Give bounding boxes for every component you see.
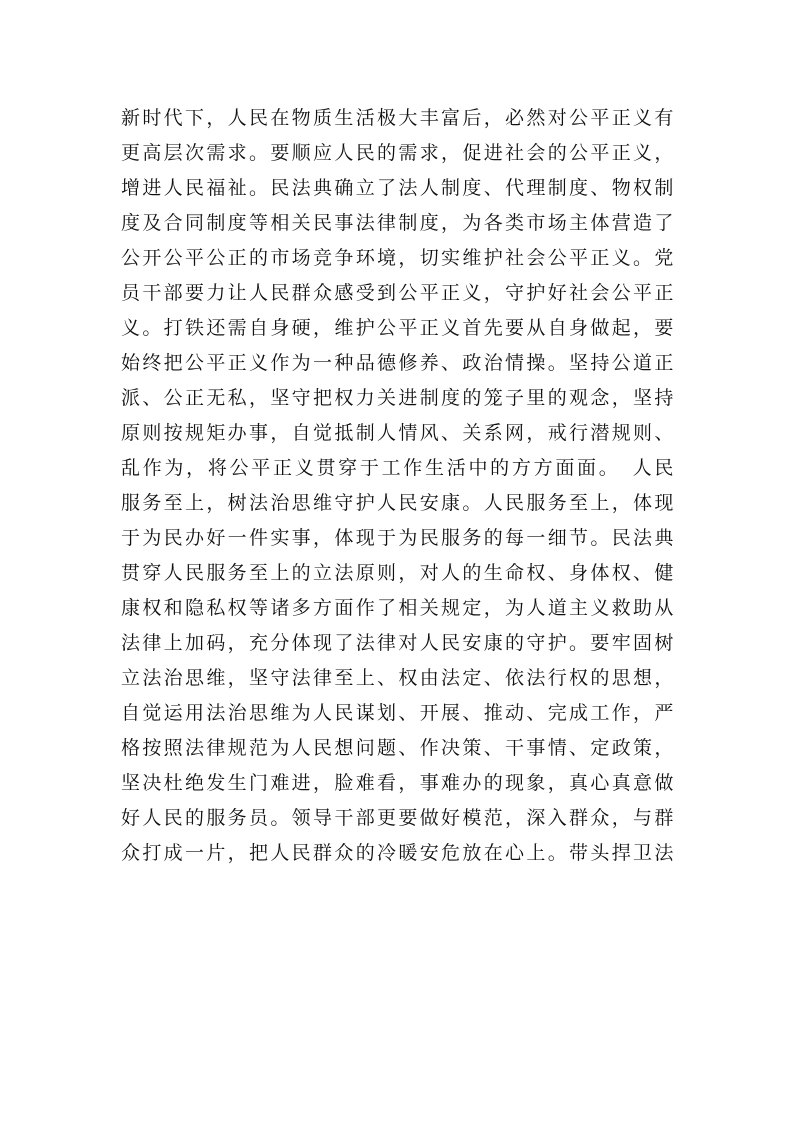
- text-line-4: 度及合同制度等相关民事法律制度，为各类市场主体营造了: [121, 212, 674, 234]
- text-line-22: 众打成一片，把人民群众的冷暖安危放在心上。带头捍卫法: [121, 842, 674, 864]
- text-line-10: 原则按规矩办事，自觉抵制人情风、关系网，戒行潜规则、: [121, 422, 674, 444]
- text-line-20: 坚决杜绝发生门难进，脸难看，事难办的现象，真心真意做: [121, 772, 674, 794]
- text-line-2: 更高层次需求。要顺应人民的需求，促进社会的公平正义，: [121, 142, 674, 164]
- text-line-7: 义。打铁还需自身硬，维护公平正义首先要从自身做起，要: [121, 317, 674, 339]
- text-line-16: 法律上加码，充分体现了法律对人民安康的守护。要牢固树: [121, 632, 674, 654]
- text-line-21: 好人民的服务员。领导干部更要做好模范，深入群众，与群: [121, 807, 674, 829]
- text-line-6: 员干部要力让人民群众感受到公平正义，守护好社会公平正: [121, 282, 674, 304]
- text-line-8: 始终把公平正义作为一种品德修养、政治情操。坚持公道正: [121, 352, 674, 374]
- body-text: [121, 101, 674, 871]
- text-line-5: 公开公平公正的市场竞争环境，切实维护社会公平正义。党: [121, 247, 674, 269]
- text-line-13: 于为民办好一件实事，体现于为民服务的每一细节。民法典: [121, 527, 674, 549]
- text-line-9: 派、公正无私，坚守把权力关进制度的笼子里的观念，坚持: [121, 387, 674, 409]
- text-line-19: 格按照法律规范为人民想问题、作决策、干事情、定政策，: [121, 737, 674, 759]
- text-line-15: 康权和隐私权等诸多方面作了相关规定，为人道主义救助从: [121, 597, 674, 619]
- text-line-18: 自觉运用法治思维为人民谋划、开展、推动、完成工作，严: [121, 702, 674, 724]
- text-line-1: 新时代下，人民在物质生活极大丰富后，必然对公平正义有: [121, 107, 674, 129]
- text-line-3: 增进人民福祉。民法典确立了法人制度、代理制度、物权制: [121, 177, 674, 199]
- text-line-11: 乱作为，将公平正义贯穿于工作生活中的方方面面。 人民: [121, 457, 674, 479]
- text-line-14: 贯穿人民服务至上的立法原则，对人的生命权、身体权、健: [121, 562, 674, 584]
- text-line-17: 立法治思维，坚守法律至上、权由法定、依法行权的思想，: [121, 667, 674, 689]
- text-line-12: 服务至上，树法治思维守护人民安康。人民服务至上，体现: [121, 492, 674, 514]
